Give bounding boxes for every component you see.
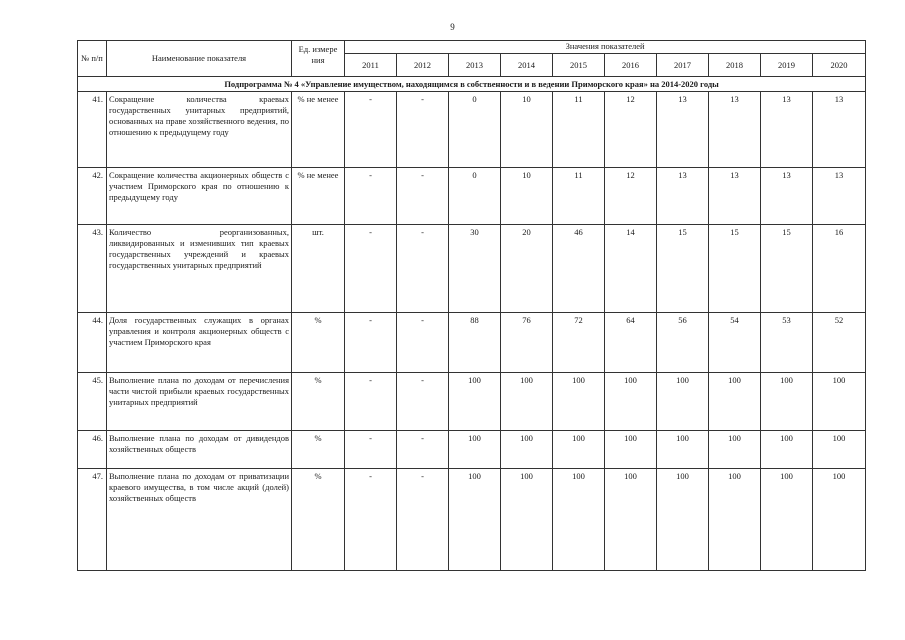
unit-cell: % не менее [292,168,345,225]
value-cell: 100 [605,431,657,469]
value-cell: 100 [657,431,709,469]
unit-cell: шт. [292,225,345,313]
value-cell: 13 [657,92,709,168]
indicator-name: Выполнение плана по доходам от перечисления части чистой прибыли краевых государственных унитарных предприятий [107,373,292,431]
value-cell: 100 [709,431,761,469]
value-cell: - [397,373,449,431]
value-cell: 100 [605,469,657,571]
value-cell: 100 [761,469,813,571]
value-cell: 13 [657,168,709,225]
indicator-name: Количество реорганизованных, ликвидированных и изменивших тип краевых государственных учреждений и краевых государственных унитарных предприятий [107,225,292,313]
value-cell: 13 [761,92,813,168]
value-cell: 100 [553,469,605,571]
header-year: 2019 [761,54,813,77]
value-cell: - [345,469,397,571]
value-cell: 100 [813,431,866,469]
unit-cell: % [292,469,345,571]
value-cell: 100 [709,373,761,431]
value-cell: 76 [501,313,553,373]
value-cell: 56 [657,313,709,373]
value-cell: - [345,225,397,313]
value-cell: - [345,313,397,373]
header-values: Значения показателей [345,41,866,54]
value-cell: 13 [813,168,866,225]
value-cell: 100 [553,373,605,431]
value-cell: 46 [553,225,605,313]
value-cell: 100 [449,431,501,469]
value-cell: 100 [813,469,866,571]
value-cell: 13 [761,168,813,225]
row-number: 42. [78,168,107,225]
value-cell: 100 [657,469,709,571]
indicator-name: Выполнение плана по доходам от дивидендов хозяйственных обществ [107,431,292,469]
indicator-name: Сокращение количества акционерных обществ с участием Приморского края по отношению к предыдущему году [107,168,292,225]
value-cell: 100 [761,431,813,469]
value-cell: 100 [813,373,866,431]
header-year: 2012 [397,54,449,77]
value-cell: 100 [449,373,501,431]
value-cell: 0 [449,92,501,168]
value-cell: 100 [657,373,709,431]
value-cell: 15 [657,225,709,313]
header-year: 2011 [345,54,397,77]
row-number: 43. [78,225,107,313]
indicator-name: Выполнение плана по доходам от приватизации краевого имущества, в том числе акций (долей) хозяйственных обществ [107,469,292,571]
value-cell: 52 [813,313,866,373]
value-cell: 100 [501,469,553,571]
header-unit: Ед. измере ния [292,41,345,77]
table-row [78,92,866,168]
value-cell: - [345,431,397,469]
value-cell: - [345,168,397,225]
header-year: 2020 [813,54,866,77]
header-name: Наименование показателя [107,41,292,77]
value-cell: 11 [553,92,605,168]
value-cell: 100 [605,373,657,431]
header-number: № п/п [78,41,107,77]
value-cell: 100 [553,431,605,469]
value-cell: 13 [709,168,761,225]
header-year: 2016 [605,54,657,77]
value-cell: 53 [761,313,813,373]
value-cell: - [397,92,449,168]
value-cell: 72 [553,313,605,373]
value-cell: 15 [709,225,761,313]
value-cell: - [345,373,397,431]
value-cell: 12 [605,92,657,168]
value-cell: 54 [709,313,761,373]
value-cell: 100 [501,431,553,469]
header-year: 2018 [709,54,761,77]
value-cell: 15 [761,225,813,313]
value-cell: 13 [709,92,761,168]
value-cell: 11 [553,168,605,225]
header-year: 2014 [501,54,553,77]
value-cell: 10 [501,92,553,168]
value-cell: 14 [605,225,657,313]
header-year: 2015 [553,54,605,77]
value-cell: - [397,225,449,313]
row-number: 41. [78,92,107,168]
value-cell: 100 [761,373,813,431]
table-row [78,373,866,431]
value-cell: 0 [449,168,501,225]
value-cell: - [397,313,449,373]
indicator-name: Сокращение количества краевых государственных унитарных предприятий, основанных на праве хозяйственного ведения, по отношению к предыдущему году [107,92,292,168]
value-cell: 100 [501,373,553,431]
value-cell: - [397,431,449,469]
header-year: 2017 [657,54,709,77]
value-cell: 12 [605,168,657,225]
table-row [78,431,866,469]
value-cell: 10 [501,168,553,225]
row-number: 44. [78,313,107,373]
table-row [78,469,866,571]
table-row [78,313,866,373]
value-cell: 64 [605,313,657,373]
value-cell: 20 [501,225,553,313]
row-number: 47. [78,469,107,571]
value-cell: 88 [449,313,501,373]
table-row [78,168,866,225]
indicator-name: Доля государственных служащих в органах управления и контроля акционерных обществ с участием Приморского края [107,313,292,373]
section-title: Подпрограмма № 4 «Управление имуществом, находящимся в собственности и в ведении Приморского края» на 2014-2020 годы [78,77,866,92]
unit-cell: % [292,373,345,431]
table-row [78,225,866,313]
page-number: 9 [450,22,455,32]
row-number: 46. [78,431,107,469]
value-cell: - [397,168,449,225]
value-cell: 30 [449,225,501,313]
indicators-table [77,40,866,571]
value-cell: - [397,469,449,571]
row-number: 45. [78,373,107,431]
value-cell: - [345,92,397,168]
value-cell: 16 [813,225,866,313]
value-cell: 100 [709,469,761,571]
header-year: 2013 [449,54,501,77]
unit-cell: % не менее [292,92,345,168]
value-cell: 13 [813,92,866,168]
unit-cell: % [292,431,345,469]
unit-cell: % [292,313,345,373]
value-cell: 100 [449,469,501,571]
